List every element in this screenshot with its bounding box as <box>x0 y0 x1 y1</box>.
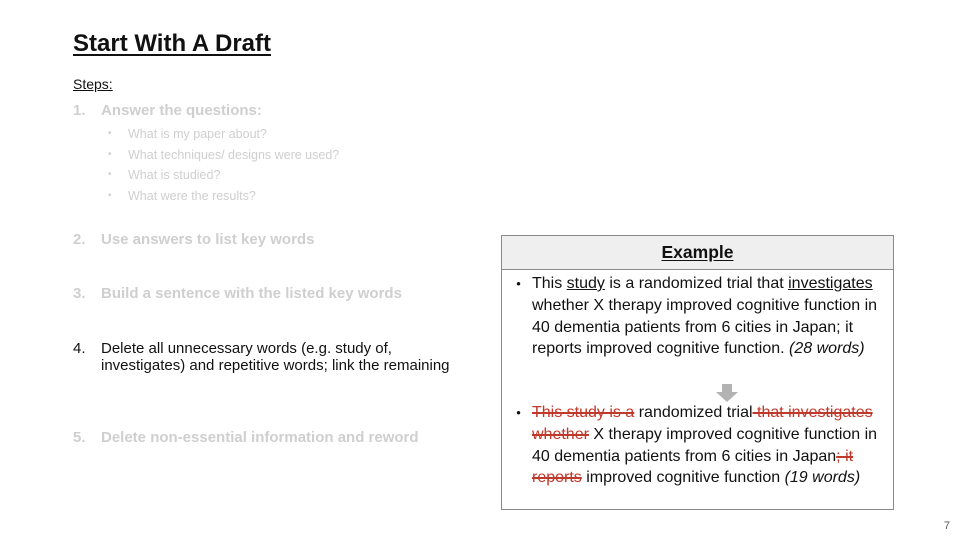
example-edited-text <box>532 402 885 489</box>
question-list <box>108 124 339 206</box>
step-2 <box>73 231 314 248</box>
step-3-label: Build a sentence with the listed key words <box>101 285 402 302</box>
step-2-number: 2. <box>73 231 86 248</box>
text-segment: improved cognitive function <box>581 469 785 487</box>
example-header: Example <box>502 236 893 270</box>
page-number: 7 <box>943 520 950 532</box>
step-1 <box>73 102 262 119</box>
underlined-keyword: investigates <box>788 275 873 292</box>
step-5 <box>73 429 419 446</box>
bullet-icon: • <box>516 276 521 291</box>
step-1-label: Answer the questions: <box>101 102 262 119</box>
page-title: Start With A Draft <box>73 30 271 57</box>
struck-text: ; it reports <box>532 447 854 487</box>
text-segment: This <box>532 275 567 292</box>
text-segment: X therapy improved cognitive function in 40 dementia patients from 6 cities in Japan <box>532 425 878 465</box>
step-4-label: Delete all unnecessary words (e.g. study of, investigates) and repetitive words; link the remaining <box>101 340 450 374</box>
example-original-sentence <box>505 273 885 360</box>
example-edited-sentence <box>505 402 885 489</box>
underlined-keyword: study <box>566 275 605 292</box>
text-segment: is a randomized trial that <box>604 275 789 292</box>
example-original-text <box>532 273 885 360</box>
struck-text: This study is a <box>532 404 635 421</box>
down-arrow-icon <box>716 384 738 402</box>
step-4 <box>73 340 473 374</box>
text-segment: randomized trial <box>634 404 753 421</box>
step-5-number: 5. <box>73 429 86 446</box>
word-count: (19 words) <box>784 469 861 487</box>
word-count: (28 words) <box>789 340 865 358</box>
text-segment: whether X therapy improved cognitive function in 40 dementia patients from 6 cities in Japan; it reports improved cognitive function. <box>532 296 878 358</box>
question-item: • What is studied? <box>108 165 339 186</box>
step-5-label: Delete non-essential information and reword <box>101 429 419 446</box>
step-3-number: 3. <box>73 285 86 302</box>
step-3 <box>73 285 402 302</box>
struck-text: that investigates whether <box>532 404 873 443</box>
question-item: • What techniques/ designs were used? <box>108 145 339 166</box>
question-item: • What is my paper about? <box>108 124 339 145</box>
steps-label: Steps: <box>73 76 113 92</box>
bullet-icon: • <box>516 405 521 420</box>
step-2-label: Use answers to list key words <box>101 231 315 248</box>
step-1-number: 1. <box>73 102 86 119</box>
step-4-number: 4. <box>73 340 86 357</box>
question-item: • What were the results? <box>108 186 339 207</box>
